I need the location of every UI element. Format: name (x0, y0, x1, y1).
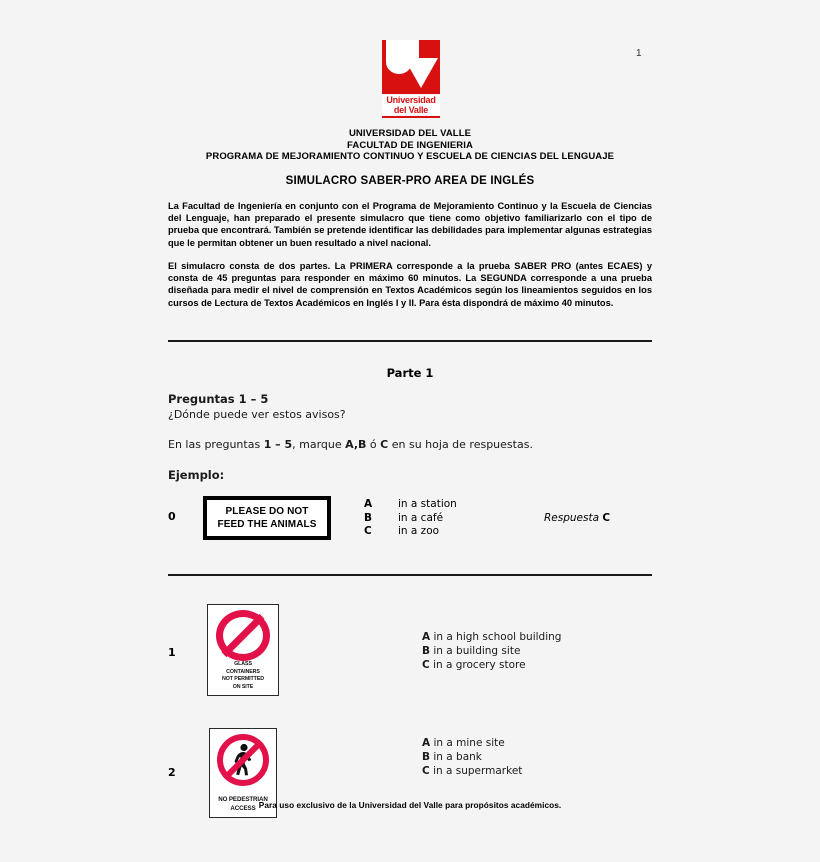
question-2-options (422, 736, 522, 778)
marking-instruction-after: en su hoja de respuestas. (388, 438, 533, 451)
question-1-option-a-text: in a high school building (433, 631, 562, 643)
example-option-b (364, 512, 457, 526)
example-number: 0 (168, 510, 176, 523)
section-divider-top (168, 340, 652, 342)
question-row-1 (168, 604, 652, 704)
section-divider-bottom (168, 574, 652, 576)
question-2-option-a (422, 736, 522, 750)
question-2-number: 2 (168, 766, 176, 779)
intro-paragraph-2: El simulacro consta de dos partes. La PRIMERA corresponde a la prueba SABER PRO (antes ECAES) y consta de 45 preguntas para responder en máximo 60 minutos. La SEGUNDA corresponde a una prueba diseñada para medir el nivel de comprensión en Textos Académicos según los lineamientos seguidos en los cursos de Lectura de Textos Académicos en Inglés I y II. Para ésta dispondrá de máximo 40 minutos. (168, 261, 652, 308)
question-2-option-c (422, 764, 522, 778)
questions-heading-block (168, 392, 652, 421)
question-1-sign-caption-line1: GLASS (234, 661, 252, 667)
question-2-sign-caption-line1: NO PEDESTRIAN (218, 796, 268, 803)
example-option-a (364, 498, 457, 512)
question-1-option-c-letter: C (422, 659, 430, 671)
marking-instruction-letter-c: C (380, 438, 389, 451)
question-1-option-b (422, 644, 561, 658)
question-2-sign-caption-line2: ACCESS (230, 805, 256, 812)
example-sign (203, 496, 331, 540)
question-1-option-c-text: in a grocery store (433, 659, 526, 671)
logo-mark-icon (382, 40, 440, 94)
example-option-c-text: in a zoo (398, 525, 440, 537)
example-sign-line1: PLEASE DO NOT (225, 506, 309, 517)
question-1-options (422, 630, 561, 672)
example-option-a-text: in a station (398, 498, 457, 510)
question-2-option-a-text: in a mine site (433, 737, 505, 749)
question-1-sign-caption (222, 661, 264, 691)
question-1-sign-image (207, 604, 279, 696)
example-option-b-letter: B (364, 511, 373, 524)
question-1-sign-caption-line3: NOT PERMITTED (222, 676, 264, 682)
footer-note: Para uso exclusivo de la Universidad del Valle para propósitos académicos. (258, 800, 562, 810)
example-sign-line2: FEED THE ANIMALS (217, 519, 317, 530)
logo-notch-shape (410, 40, 419, 58)
question-2-option-c-letter: C (422, 765, 430, 777)
question-1-option-b-text: in a building site (433, 645, 521, 657)
page-number: 1 (636, 48, 642, 59)
example-option-c-letter: C (364, 525, 372, 537)
university-logo (382, 40, 440, 118)
logo-text (382, 95, 440, 115)
question-1-sign-caption-line2: CONTAINERS (226, 668, 260, 675)
questions-range-heading: Preguntas 1 – 5 (168, 392, 269, 406)
logo-underline (382, 116, 440, 118)
question-1-sign-caption-line4: ON SITE (232, 683, 254, 690)
faculty-name: FACULTAD DE INGENIERIA (347, 139, 473, 151)
logo-text-line1: Universidad (386, 95, 436, 105)
example-option-a-letter: A (364, 498, 373, 510)
prohibition-circle-icon (216, 610, 270, 661)
question-2-option-c-text: in a supermarket (433, 765, 523, 777)
marking-instruction-letters-ab: A,B (345, 438, 367, 451)
marking-instruction-range: 1 – 5 (263, 438, 293, 451)
question-2-option-a-letter: A (422, 737, 431, 749)
marking-instruction-before: En las preguntas (168, 438, 264, 451)
question-2-option-b (422, 750, 522, 764)
example-option-c (364, 525, 457, 539)
part-title: Parte 1 (386, 366, 434, 380)
marking-instruction-or: ó (366, 438, 381, 451)
example-answer-value: C (602, 512, 611, 524)
question-1-option-a (422, 630, 561, 644)
example-row (168, 496, 652, 548)
prohibition-slash-shape (221, 614, 264, 657)
program-name: PROGRAMA DE MEJORAMIENTO CONTINUO Y ESCUELA DE CIENCIAS DEL LENGUAJE (205, 151, 615, 162)
question-1-option-a-letter: A (422, 631, 431, 643)
marking-instruction (168, 438, 652, 451)
document-title: SIMULACRO SABER-PRO AREA DE INGLÉS (285, 175, 535, 187)
question-1-option-b-letter: B (422, 645, 431, 657)
institution-header (110, 128, 710, 163)
no-pedestrian-icon (217, 734, 269, 786)
logo-text-line2: del Valle (393, 105, 429, 115)
question-1-number: 1 (168, 646, 176, 659)
example-label: Ejemplo: (168, 468, 225, 482)
example-options (364, 498, 457, 539)
example-answer (544, 512, 610, 524)
example-option-b-text: in a café (398, 511, 444, 524)
questions-prompt: ¿Dónde puede ver estos avisos? (168, 408, 346, 421)
question-2-option-b-letter: B (422, 751, 431, 763)
intro-paragraph-1: La Facultad de Ingeniería en conjunto con el Programa de Mejoramiento Continuo y la Escuela de Ciencias del Lenguaje, han preparado el presente simulacro que tiene como objetivo familiarizarlo con el tipo de prueba que encontrará. También se pretende identificar las debilidades para implementar algunas estrategias que le permitan obtener un buen resultado a nivel nacional. (168, 201, 652, 248)
example-answer-label: Respuesta (544, 512, 600, 524)
marking-instruction-mid: , marque (292, 438, 346, 451)
question-2-option-b-text: in a bank (433, 751, 482, 763)
institution-name: UNIVERSIDAD DEL VALLE (348, 128, 472, 139)
logo-letter-v-shape (404, 58, 438, 88)
question-1-option-c (422, 658, 561, 672)
